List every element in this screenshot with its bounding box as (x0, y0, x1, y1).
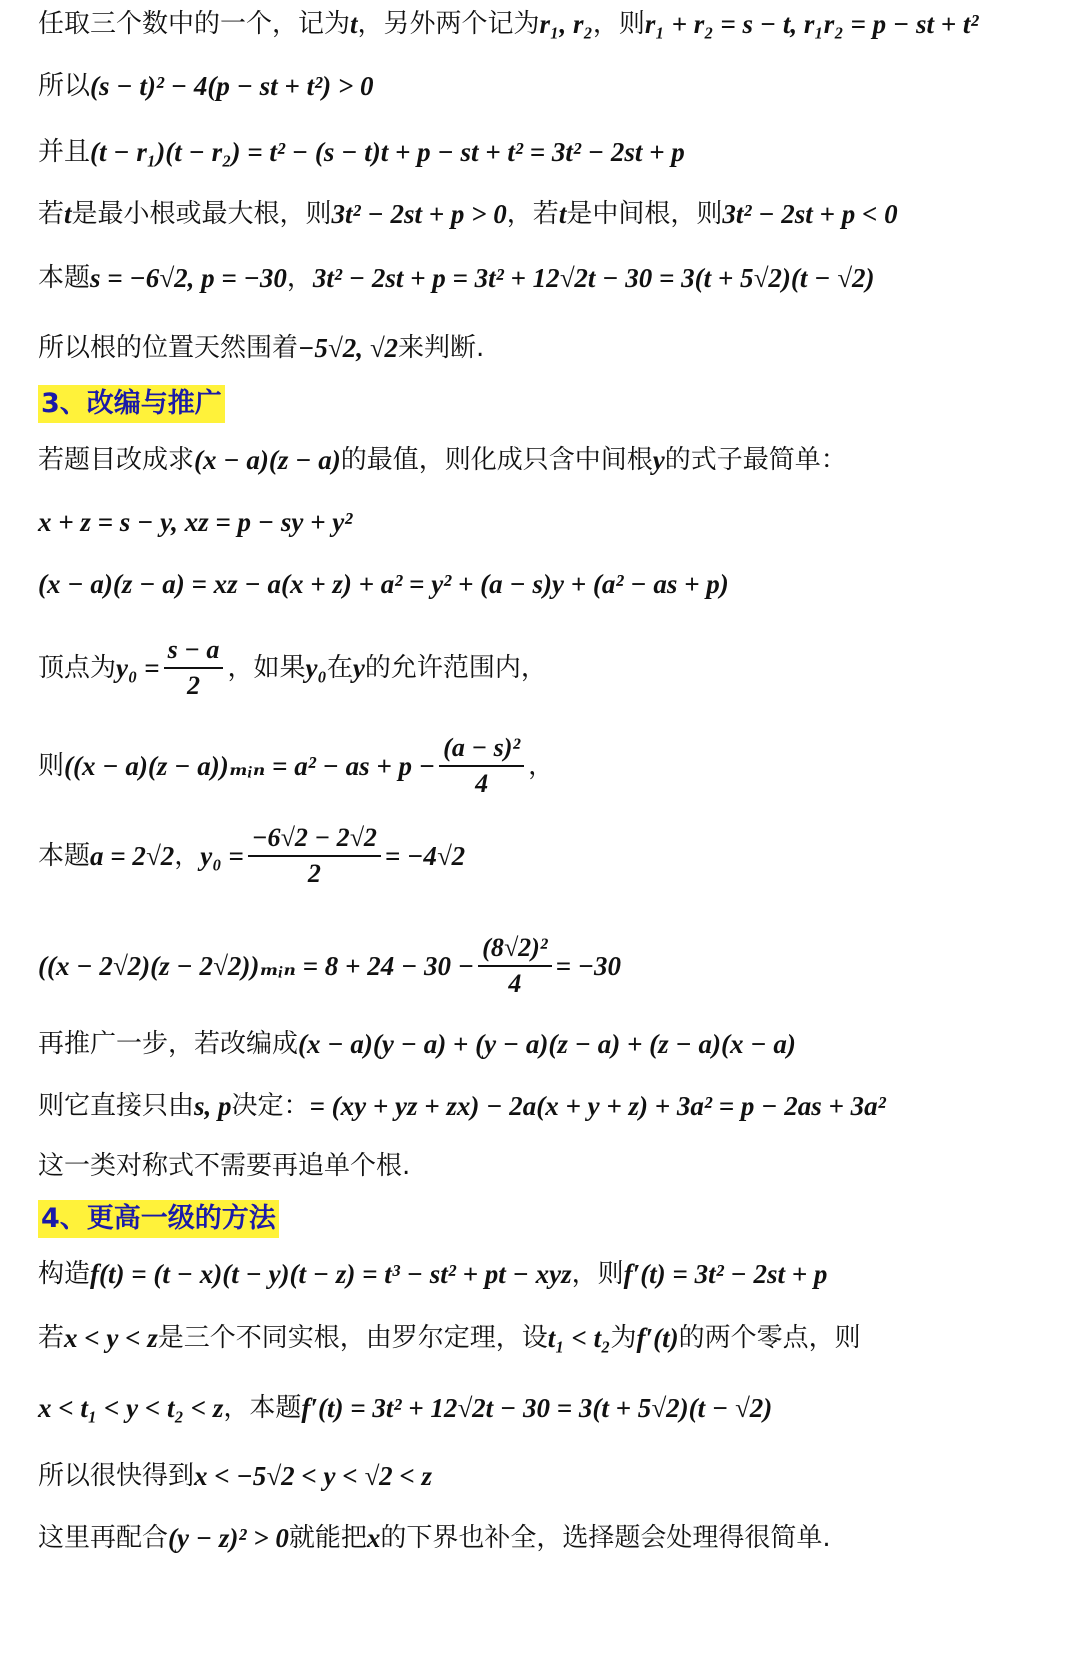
math: t (350, 9, 358, 39)
sec4-line-1 (38, 1252, 827, 1296)
text: 决定： (231, 1091, 310, 1121)
text: ，如果 (227, 653, 306, 683)
math: x < y < z (64, 1323, 158, 1353)
text: 在 (326, 653, 353, 683)
numerator: s − a (164, 633, 224, 669)
math: ((x − 2√2)(z − 2√2))ₘᵢₙ = 8 + 24 − 30 − (38, 951, 475, 981)
text: 的允许范围内， (364, 653, 547, 683)
sec3-line-5 (38, 718, 554, 814)
text: 构造 (38, 1259, 91, 1289)
math: f′(t) (636, 1323, 679, 1353)
math: −5√2, √2 (298, 333, 399, 363)
sec3-line-9 (38, 1084, 886, 1128)
text: 的下界也补全，选择题会处理得很简单. (380, 1523, 831, 1553)
text: 若 (38, 1323, 65, 1353)
fraction (164, 633, 224, 703)
fraction (248, 821, 381, 891)
math: y₀ = (116, 653, 160, 683)
sec3-line-7 (38, 918, 621, 1014)
math: s = −6√2, p = −30 (90, 263, 287, 293)
text: 这一类对称式不需要再追单个根. (38, 1151, 411, 1181)
sec4-line-2 (38, 1316, 861, 1360)
line-6 (38, 326, 484, 370)
fraction (439, 731, 524, 801)
text: ， (528, 751, 555, 781)
math: (x − a)(z − a) (194, 445, 341, 475)
math: f(t) = (t − x)(t − y)(t − z) = t³ − st² + pt − xyz (90, 1259, 572, 1289)
line-1 (38, 2, 978, 46)
math: x < t₁ < y < t₂ < z (38, 1393, 224, 1423)
math: (x − a)(y − a) + (y − a)(z − a) + (z − a)(x − a) (298, 1029, 796, 1059)
math: (x − a)(z − a) = xz − a(x + z) + a² = y² + (a − s)y + (a² − as + p) (38, 569, 729, 599)
text: 任取三个数中的一个，记为 (38, 9, 351, 39)
denominator: 2 (307, 859, 321, 888)
math: x + z = s − y, xz = p − sy + y² (38, 507, 353, 537)
text: ，本题 (223, 1393, 302, 1423)
math: y (352, 653, 365, 683)
sec4-line-5 (38, 1516, 831, 1560)
math: r₁, r₂ (539, 9, 593, 39)
sec3-line-2 (38, 500, 352, 544)
math: a = 2√2 (90, 841, 175, 871)
line-3 (38, 130, 685, 174)
math: t (558, 199, 567, 229)
text: 是三个不同实根，由罗尔定理，设 (157, 1323, 548, 1353)
text: 则它直接只由 (38, 1091, 195, 1121)
sec3-line-1 (38, 438, 847, 482)
numerator: −6√2 − 2√2 (248, 821, 381, 857)
text: 这里再配合 (38, 1523, 169, 1553)
sec4-line-4 (38, 1454, 432, 1498)
sec3-line-4 (38, 620, 547, 716)
text: 是最小根或最大根，则 (71, 199, 332, 229)
sec3-line-6 (38, 808, 465, 904)
math: x < −5√2 < y < √2 < z (194, 1461, 433, 1491)
text: 的最值，则化成只含中间根 (340, 445, 653, 475)
text: ，若 (506, 199, 559, 229)
sec3-line-10 (38, 1144, 410, 1188)
math: (y − z)² > 0 (168, 1523, 289, 1553)
text: 若 (38, 199, 65, 229)
math: y₀ (305, 653, 327, 683)
text: 所以 (38, 71, 91, 101)
math: f′(t) = 3t² + 12√2t − 30 = 3(t + 5√2)(t − √2) (301, 1393, 773, 1423)
math: t₁ < t₂ (547, 1323, 611, 1353)
sec3-line-3 (38, 562, 729, 606)
text: 的两个零点，则 (678, 1323, 861, 1353)
math: = (xy + yz + zx) − 2a(x + y + z) + 3a² = p − 2as + 3a² (309, 1091, 886, 1121)
text: 是中间根，则 (566, 199, 723, 229)
text: 为 (610, 1323, 637, 1353)
denominator: 4 (475, 769, 489, 798)
text: ， (286, 263, 313, 293)
sec3-line-8 (38, 1022, 796, 1066)
fraction (478, 931, 551, 1001)
line-5 (38, 256, 875, 300)
line-2 (38, 64, 374, 108)
math: t (64, 199, 72, 229)
section-heading-3: 3、改编与推广 (38, 385, 225, 423)
text: 所以很快得到 (38, 1461, 195, 1491)
math: y₀ = (200, 841, 244, 871)
text: 的式子最简单： (664, 445, 847, 475)
math: x (366, 1523, 381, 1553)
text: ，则 (592, 9, 645, 39)
math: r₁ + r₂ = s − t, r₁r₂ = p − st + t² (644, 9, 979, 39)
text: 本题 (38, 841, 91, 871)
text: ， (174, 841, 201, 871)
text: 来判断. (398, 333, 485, 363)
math: (t − r₁)(t − r₂) = t² − (s − t)t + p − st + t² = 3t² − 2st + p (90, 137, 685, 167)
text: ，另外两个记为 (357, 9, 540, 39)
text: 所以根的位置天然围着 (38, 333, 299, 363)
math: f′(t) = 3t² − 2st + p (623, 1259, 828, 1289)
numerator: (8√2)² (478, 931, 551, 967)
math: 3t² − 2st + p = 3t² + 12√2t − 30 = 3(t + 5√2)(t − √2) (312, 263, 875, 293)
math: (s − t)² − 4(p − st + t²) > 0 (90, 71, 374, 101)
text: ，则 (571, 1259, 624, 1289)
math: s, p (194, 1091, 232, 1121)
text: 就能把 (288, 1523, 367, 1553)
numerator: (a − s)² (439, 731, 524, 767)
sec4-line-3 (38, 1386, 772, 1430)
math: 3t² − 2st + p > 0 (331, 199, 507, 229)
text: 并且 (38, 137, 91, 167)
text: 则 (38, 751, 65, 781)
section-heading-4: 4、更高一级的方法 (38, 1200, 279, 1238)
line-4 (38, 192, 898, 236)
math: = −30 (555, 951, 622, 981)
math: y (652, 445, 665, 475)
denominator: 4 (508, 969, 522, 998)
text: 再推广一步，若改编成 (38, 1029, 299, 1059)
math: = −4√2 (384, 841, 466, 871)
text: 若题目改成求 (38, 445, 195, 475)
text: 顶点为 (38, 653, 117, 683)
text: 本题 (38, 263, 91, 293)
math: ((x − a)(z − a))ₘᵢₙ = a² − as + p − (64, 751, 436, 781)
denominator: 2 (187, 671, 200, 700)
math: 3t² − 2st + p < 0 (722, 199, 898, 229)
